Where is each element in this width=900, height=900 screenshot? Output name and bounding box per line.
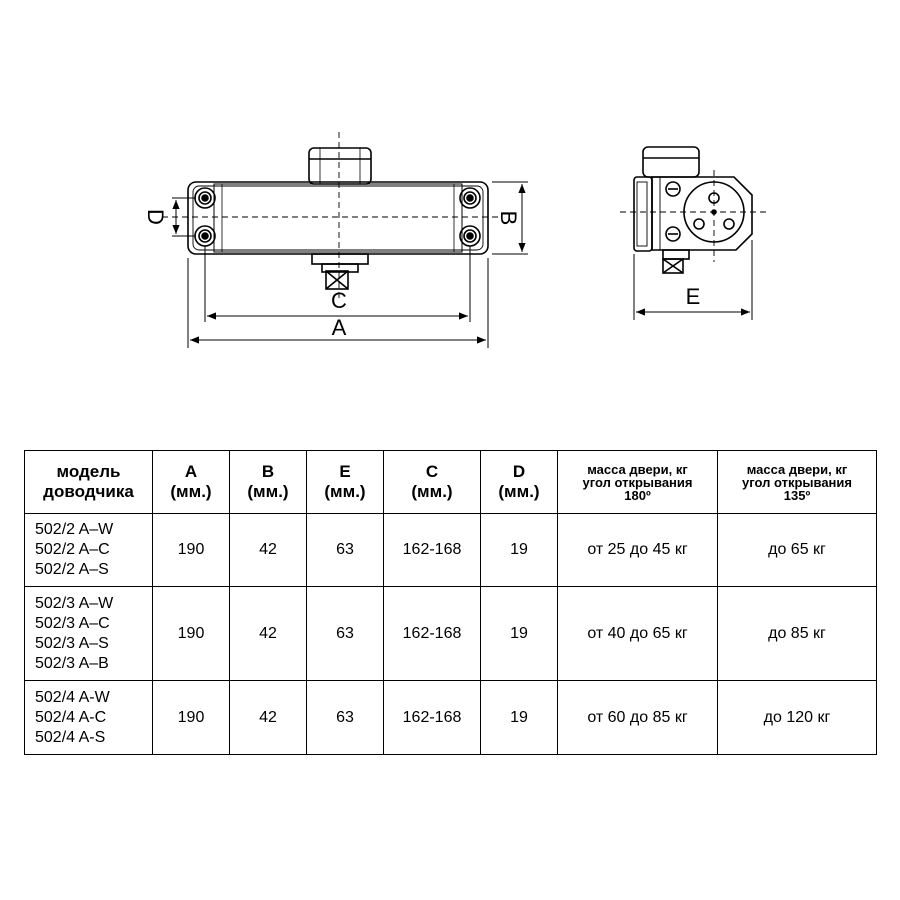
cell-d: 19 bbox=[481, 514, 558, 587]
cell-mass-135: до 120 кг bbox=[718, 681, 877, 755]
dim-label-d: D bbox=[143, 209, 169, 225]
header-mass-135: масса двери, кг угол открывания 135º bbox=[718, 451, 877, 514]
model-cell: 502/3 A–W 502/3 A–C 502/3 A–S 502/3 A–B bbox=[25, 587, 153, 681]
dim-label-a: A bbox=[331, 315, 347, 340]
cell-b: 42 bbox=[230, 514, 307, 587]
front-view bbox=[162, 132, 500, 300]
dim-label-b: B bbox=[496, 210, 522, 226]
cell-c: 162-168 bbox=[384, 514, 481, 587]
header-d: D (мм.) bbox=[481, 451, 558, 514]
cell-a: 190 bbox=[153, 514, 230, 587]
header-e: E (мм.) bbox=[307, 451, 384, 514]
specifications-table bbox=[24, 450, 877, 755]
cell-c: 162-168 bbox=[384, 681, 481, 755]
cell-mass-180: от 40 до 65 кг bbox=[558, 587, 718, 681]
cell-e: 63 bbox=[307, 514, 384, 587]
model-cell: 502/4 A-W 502/4 A-C 502/4 A-S bbox=[25, 681, 153, 755]
cell-a: 190 bbox=[153, 587, 230, 681]
table-header-row bbox=[25, 451, 877, 514]
cell-b: 42 bbox=[230, 587, 307, 681]
model-cell: 502/2 A–W 502/2 A–C 502/2 A–S bbox=[25, 514, 153, 587]
cell-d: 19 bbox=[481, 681, 558, 755]
table-row bbox=[25, 681, 877, 755]
cell-mass-135: до 65 кг bbox=[718, 514, 877, 587]
cell-e: 63 bbox=[307, 681, 384, 755]
table-row bbox=[25, 587, 877, 681]
cell-mass-180: от 25 до 45 кг bbox=[558, 514, 718, 587]
cell-b: 42 bbox=[230, 681, 307, 755]
cell-e: 63 bbox=[307, 587, 384, 681]
header-mass-180: масса двери, кг угол открывания 180º bbox=[558, 451, 718, 514]
side-view bbox=[620, 147, 768, 273]
dim-label-e: E bbox=[685, 284, 701, 309]
table-row bbox=[25, 514, 877, 587]
header-model: модель доводчика bbox=[25, 451, 153, 514]
cell-mass-180: от 60 до 85 кг bbox=[558, 681, 718, 755]
header-a: A (мм.) bbox=[153, 451, 230, 514]
cell-a: 190 bbox=[153, 681, 230, 755]
cell-mass-135: до 85 кг bbox=[718, 587, 877, 681]
door-closer-drawing bbox=[0, 0, 900, 400]
cell-c: 162-168 bbox=[384, 587, 481, 681]
header-c: C (мм.) bbox=[384, 451, 481, 514]
header-b: B (мм.) bbox=[230, 451, 307, 514]
dim-label-c: C bbox=[331, 288, 347, 313]
cell-d: 19 bbox=[481, 587, 558, 681]
